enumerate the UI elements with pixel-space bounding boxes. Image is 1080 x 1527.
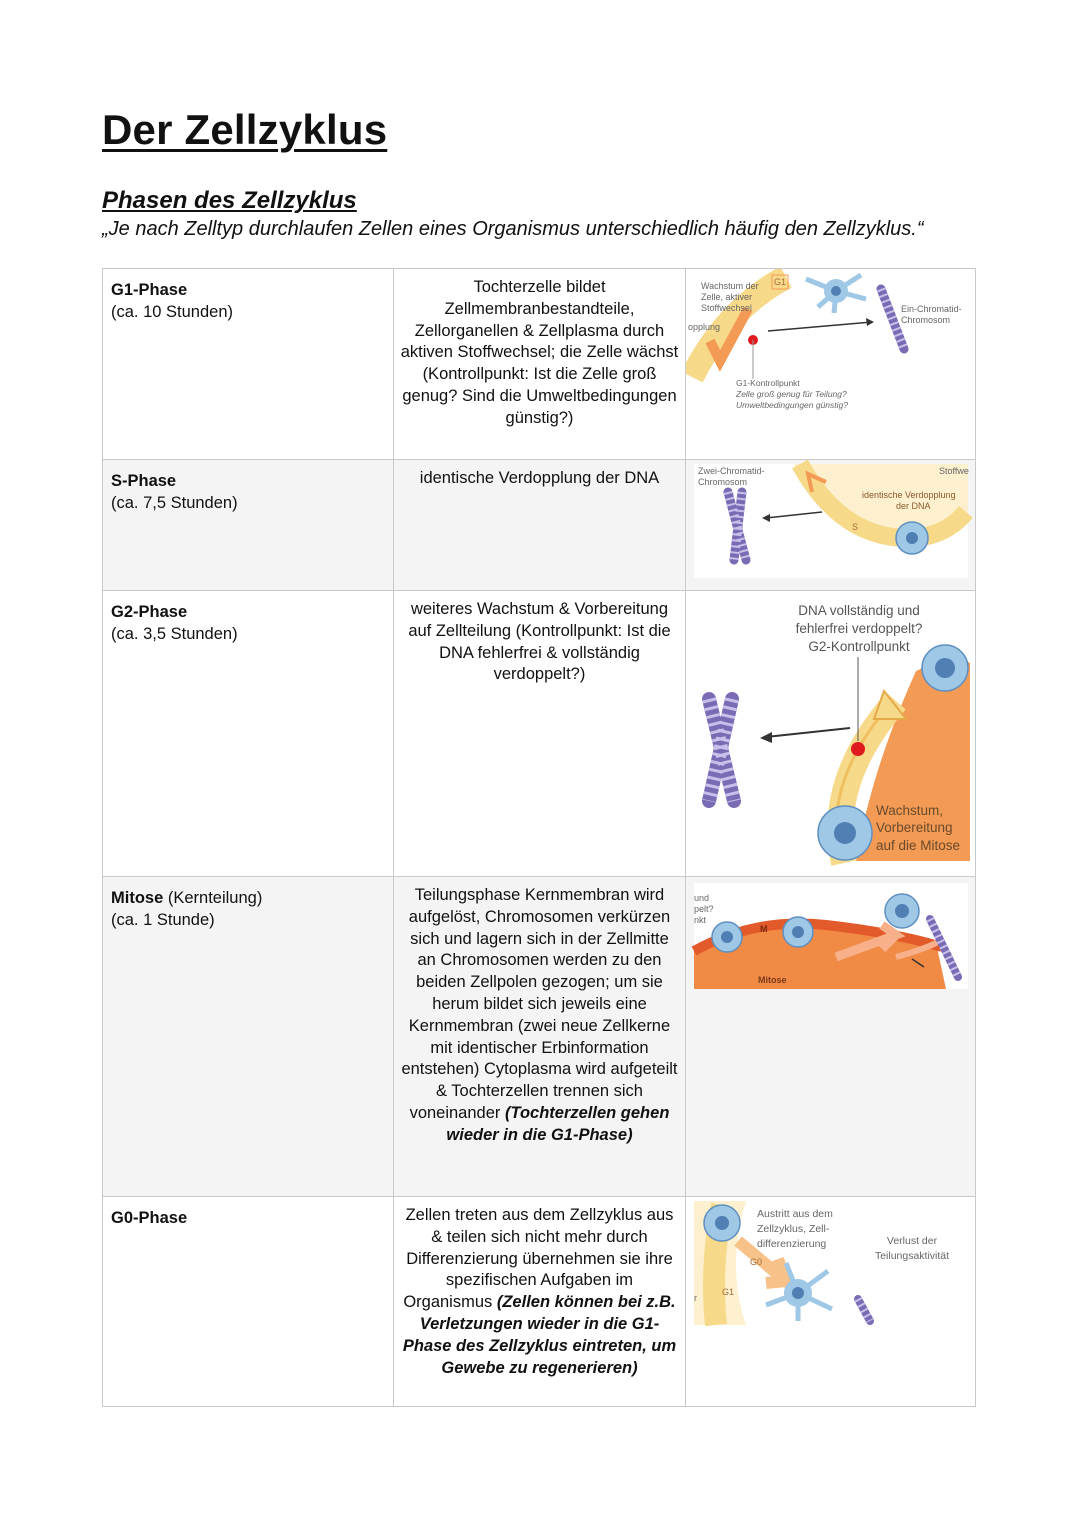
phase-description-g1 [394, 269, 685, 460]
arrow-line [768, 322, 872, 331]
figure-label: Austritt aus dem [756, 1208, 833, 1220]
figure-label: Mitose [757, 975, 787, 985]
phase-tag: G0 [749, 1257, 762, 1267]
description-emphasis: (Zellen können bei z.B. Verletzungen wieder in die G1-Phase des Zellzyklus eintreten, um Gewebe zu regenerieren) [402, 1293, 677, 1377]
phase-tag: G1 [773, 277, 786, 287]
description-text: Tochterzelle bildet Zellmembranbestandteile, Zellorganellen & Zellplasma durch aktiven Stoffwechsel; die Zelle wächst (Kontrollpunkt: Ist die Zelle groß genug? Sind die Umweltbedingungen günstig?) [400, 278, 679, 427]
phase-description-mitose [394, 877, 685, 1197]
figure-cell-g0 [685, 1197, 975, 1407]
phase-description-g0 [394, 1197, 685, 1407]
phase-name-suffix: (Kernteilung) [163, 889, 263, 907]
figure-label: Wachstum, [875, 803, 943, 818]
phase-description-g2 [394, 591, 685, 877]
figure-cell-g2 [685, 591, 975, 877]
figure-label: Vorbereitung [875, 820, 953, 835]
phase-cell-g1 [103, 269, 394, 460]
phase-tag: M [759, 924, 768, 934]
cell-icon [896, 522, 928, 554]
phase-name: Mitose [111, 889, 164, 907]
figure-label: Zelle groß genug für Teilung? [735, 389, 847, 399]
table-row-g0 [103, 1197, 976, 1407]
phase-duration: (ca. 7,5 Stunden) [111, 494, 238, 512]
figure-label: identische Verdopplung [861, 490, 956, 500]
description-emphasis: (Tochterzellen gehen wieder in die G1-Phase) [446, 1103, 670, 1144]
arrow-line [766, 728, 850, 737]
figure-label: Chromosom [900, 315, 950, 325]
neuron-cell-icon [806, 275, 866, 313]
phase-description-s [394, 460, 685, 591]
s-phase-figure [686, 460, 976, 590]
description-text: Zellen treten aus dem Zellzyklus aus & teilen sich nicht mehr durch Differenzierung übernehmen sie ihre spezifischen Aufgaben im Organismus [403, 1206, 674, 1312]
table-row-s [103, 460, 976, 591]
description-text: weiteres Wachstum & Vorbereitung auf Zellteilung (Kontrollpunkt: Ist die DNA fehlerfrei & vollständig verdoppelt?) [408, 600, 671, 684]
figure-label: und [693, 893, 709, 903]
phase-name: G1-Phase [111, 281, 188, 299]
figure-label: G1-Kontrollpunkt [735, 378, 800, 388]
g2-phase-figure [686, 591, 976, 876]
figure-label: Verlust der [886, 1235, 937, 1247]
figure-label: nkt [693, 915, 706, 925]
phase-duration: (ca. 10 Stunden) [111, 303, 233, 321]
figure-label: Stoffwechsel [700, 303, 752, 313]
figure-label: Teilungsaktivität [874, 1250, 949, 1262]
figure-label: G2-Kontrollpunkt [808, 639, 910, 654]
phase-cell-s [103, 460, 394, 591]
progress-arrow [874, 691, 906, 719]
figure-label: Zelle, aktiver [700, 292, 752, 302]
g0-phase-figure [686, 1197, 976, 1327]
phase-cell-mitose [103, 877, 394, 1197]
g1-phase-figure [686, 269, 976, 459]
phase-duration: (ca. 3,5 Stunden) [111, 625, 238, 643]
figure-cell-mitose [685, 877, 975, 1197]
phase-cell-g2 [103, 591, 394, 877]
table-row-g2 [103, 591, 976, 877]
figure-cell-g1 [685, 269, 975, 460]
description-text: identische Verdopplung der DNA [419, 469, 660, 487]
figure-label: DNA vollständig und [797, 603, 920, 618]
figure-label: r [693, 1293, 697, 1303]
table-row-mitose [103, 877, 976, 1197]
checkpoint-marker [851, 742, 865, 756]
figure-label: Stoffwe [938, 466, 969, 476]
mitosis-figure [686, 877, 976, 997]
page-title: Der Zellzyklus [102, 106, 388, 153]
figure-label: differenzierung [756, 1238, 826, 1250]
figure-label: pelt? [693, 904, 714, 914]
figure-label: Wachstum der [700, 281, 759, 291]
chromosome-icon [709, 699, 734, 801]
figure-cell-s [685, 460, 975, 591]
figure-label: Zwei-Chromatid- [697, 466, 765, 476]
phases-table [102, 268, 976, 1407]
figure-label: opplung [687, 322, 720, 332]
figure-label: Chromosom [697, 477, 747, 487]
figure-label: Umweltbedingungen günstig? [735, 400, 848, 410]
figure-label: auf die Mitose [875, 838, 960, 853]
table-row-g1 [103, 269, 976, 460]
figure-label: fehlerfrei verdoppelt? [795, 621, 923, 636]
phase-tag: S [851, 522, 858, 532]
phase-name: G2-Phase [111, 603, 188, 621]
phase-name: G0-Phase [111, 1209, 188, 1227]
phase-duration: (ca. 1 Stunde) [111, 911, 215, 929]
figure-label: der DNA [895, 501, 931, 511]
figure-label: Zellzyklus, Zell- [756, 1223, 829, 1235]
section-title: Phasen des Zellzyklus [102, 187, 357, 214]
intro-quote: „Je nach Zelltyp durchlaufen Zellen eines Organismus unterschiedlich häufig den Zellzyklus.“ [102, 218, 924, 240]
figure-label: Ein-Chromatid- [900, 304, 962, 314]
description-text: Teilungsphase Kernmembran wird aufgelöst, Chromosomen verkürzen sich und lagern sich in der Zellmitte an Chromosomen werden zu den beiden Zellpolen gezogen; um sie herum bildet sich jeweils eine Kernmembran (zwei neue Zellkerne mit identischer Erbinformation entstehen) Cytoplasma wird aufgeteilt & Tochterzellen trennen sich voneinander [401, 886, 678, 1122]
phase-cell-g0 [103, 1197, 394, 1407]
cell-icon [704, 1205, 740, 1241]
phase-tag: G1 [721, 1287, 734, 1297]
phase-name: S-Phase [111, 472, 177, 490]
